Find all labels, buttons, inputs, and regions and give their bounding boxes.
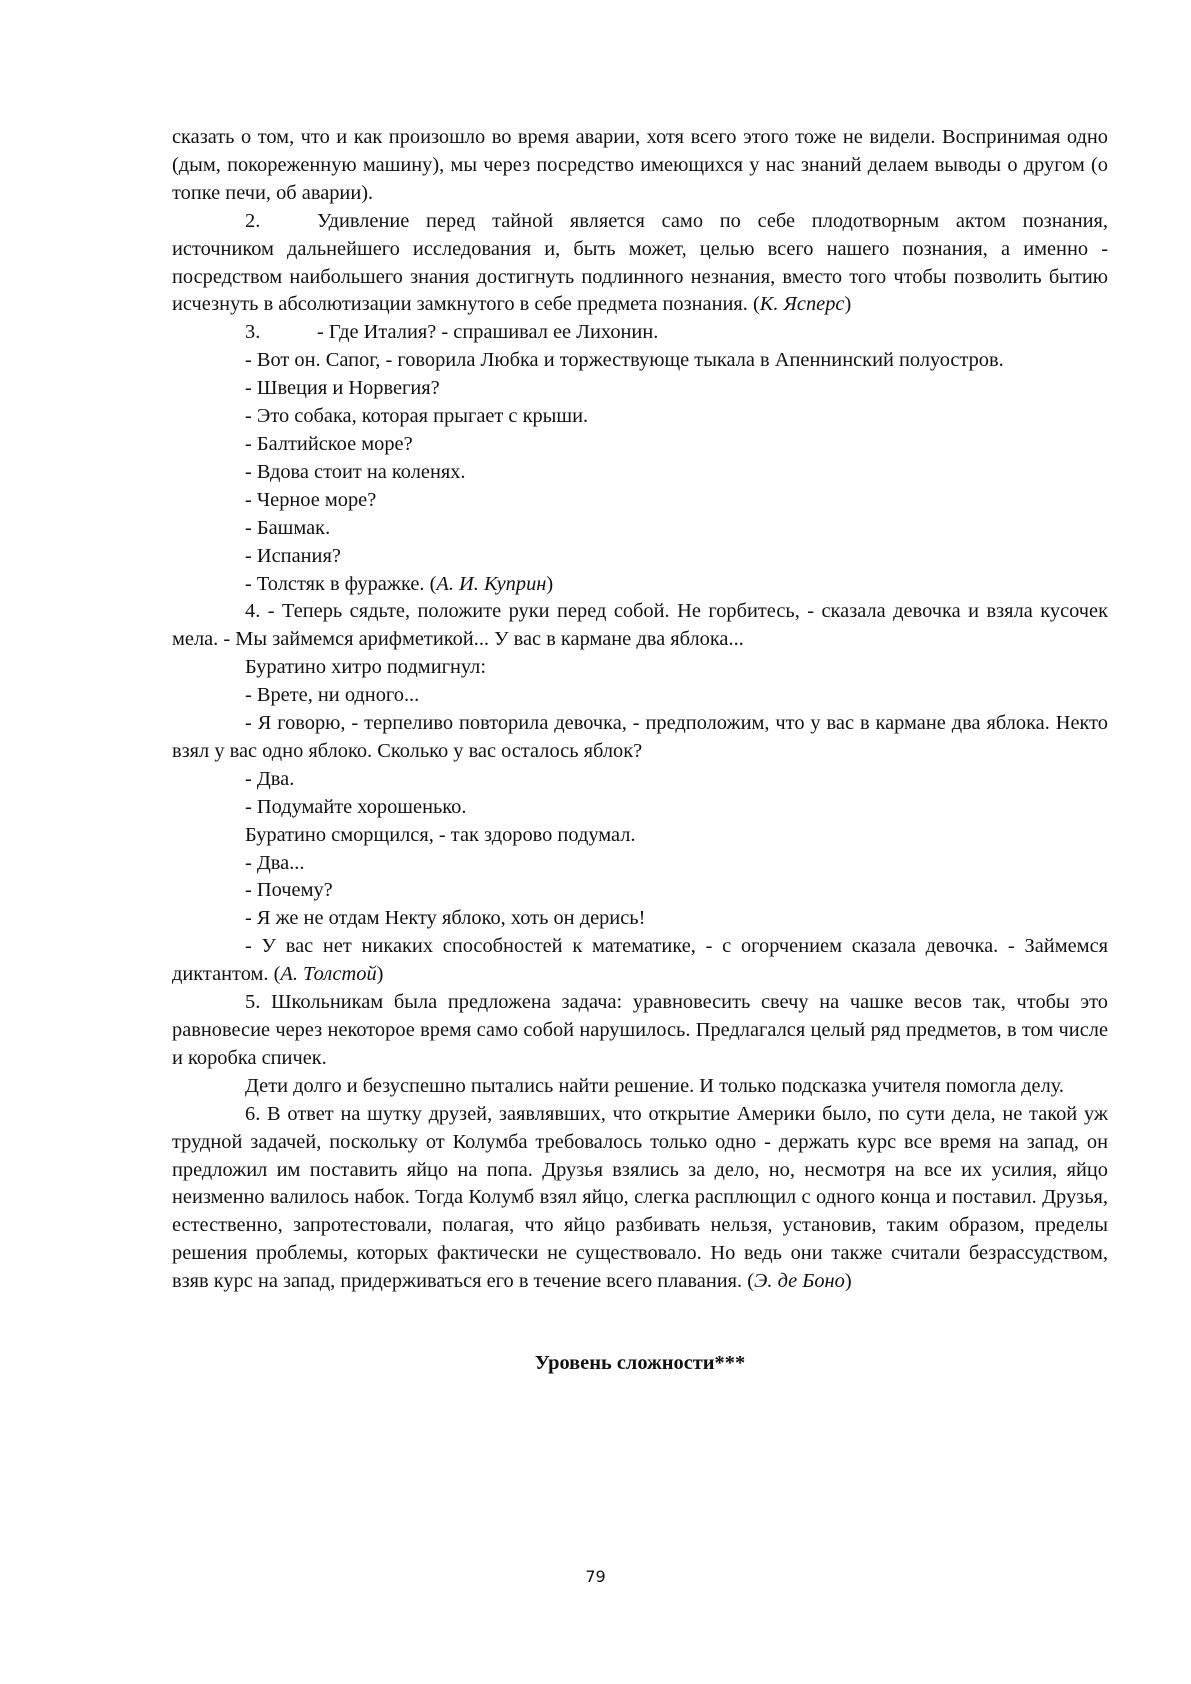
dialogue-line: - Это собака, которая прыгает с крыши. <box>245 405 589 428</box>
dialogue-line: - Балтийское море? <box>245 432 413 455</box>
citation-author: А. Толстой <box>280 963 377 986</box>
dialogue-line: - Вдова стоит на коленях. <box>245 460 466 483</box>
dialogue-line: - Два. <box>245 767 295 790</box>
paragraph-text: - У вас нет никаких способностей к математике, - с огорчением сказала девочка. - Займемся диктантом. ( <box>172 935 1108 986</box>
dialogue-line: Буратино сморщился, - так здорово подумал. <box>245 823 636 846</box>
dialogue-line: Буратино хитро подмигнул: <box>245 656 487 679</box>
item-number: 2. <box>245 209 261 232</box>
dialogue-line <box>172 933 1108 989</box>
dialogue-line: - Испания? <box>245 544 341 567</box>
citation-close: ) <box>844 293 852 316</box>
dialogue-line: - Швеция и Норвегия? <box>245 377 440 400</box>
paragraph: Дети долго и безуспешно пытались найти решение. И только подсказка учителя помогла делу. <box>245 1074 1065 1097</box>
citation-author: К. Ясперс <box>759 293 845 316</box>
dialogue-line: - Башмак. <box>245 516 331 539</box>
citation-close: ) <box>376 963 384 986</box>
dialogue-line: - Я говорю, - терпеливо повторила девочка, - предположим, что у вас в кармане два яблока. Некто взял у вас одно яблоко. Сколько у вас осталось яблок? <box>172 712 1108 762</box>
paragraph-item-2 <box>172 208 1108 320</box>
paragraph-item-5: 5. Школьникам была предложена задача: уравновесить свечу на чашке весов так, чтобы это равновесие через некоторое время само собой нарушилось. Предлагался целый ряд предметов, в том числе и коробка спичек. <box>172 991 1108 1069</box>
dialogue-line: - Подумайте хорошенько. <box>245 795 467 818</box>
dialogue-line: - Вот он. Сапог, - говорила Любка и торжествующе тыкала в Апеннинский полуостров. <box>245 349 1004 372</box>
dialogue-line: - Врете, ни одного... <box>245 684 420 707</box>
dialogue-line: - Почему? <box>245 879 333 902</box>
dialogue-line: - Я же не отдам Некту яблоко, хоть он дерись! <box>245 907 646 930</box>
dialogue-line: - Два... <box>245 851 305 874</box>
page-number: 79 <box>585 1567 606 1586</box>
citation-close: ) <box>844 1270 852 1293</box>
paragraph-item-4: 4. - Теперь сядьте, положите руки перед собой. Не горбитесь, - сказала девочка и взяла кусочек мела. - Мы займемся арифметикой... У вас в кармане два яблока... <box>172 600 1108 651</box>
dialogue-line <box>172 571 1108 599</box>
citation-author: Э. де Боно <box>754 1270 845 1293</box>
item-number: 3. <box>245 321 261 344</box>
paragraph-text: - Толстяк в фуражке. ( <box>245 572 437 595</box>
paragraph-text: - Где Италия? - спрашивал ее Лихонин. <box>317 321 659 344</box>
paragraph-text: 6. В ответ на шутку друзей, заявлявших, что открытие Америки было, по сути дела, не такой уж трудной задачей, поскольку от Колумба требовалось только одно - держать курс все время на запад, он предложил им поставить яйцо на попа. Друзья взялись за дело, но, несмотря на все их усилия, яйцо неизменно валилось набок. Тогда Колумб взял яйцо, слегка расплющил с одного конца и поставил. Друзья, естественно, запротестовали, полагая, что яйцо разбивать нельзя, установив, таким образом, пределы решения проблемы, которых фактически не существовало. Но ведь они также считали безрассудством, взяв курс на запад, придерживаться его в течение всего плавания. ( <box>172 1102 1108 1293</box>
dialogue-line: - Черное море? <box>245 488 377 511</box>
paragraph-item-3 <box>172 319 1108 347</box>
paragraph: сказать о том, что и как произошло во время аварии, хотя всего этого тоже не видели. Воспринимая одно (дым, покореженную машину), мы через посредство имеющихся у нас знаний делаем выводы о другом (о топке печи, об аварии). <box>172 126 1108 204</box>
paragraph-text: Удивление перед тайной является само по себе плодотворным актом познания, источником дальнейшего исследования и, быть может, целью всего нашего познания, а именно - посредством наибольшего знания достигнуть подлинного незнания, вместо того чтобы позволить бытию исчезнуть в абсолютизации замкнутого в себе предмета познания. ( <box>172 209 1108 316</box>
section-heading: Уровень сложности*** <box>534 1352 746 1374</box>
paragraph-item-6 <box>172 1101 1108 1296</box>
document-body <box>172 124 1108 1296</box>
citation-close: ) <box>546 572 554 595</box>
citation-author: А. И. Куприн <box>436 572 547 595</box>
